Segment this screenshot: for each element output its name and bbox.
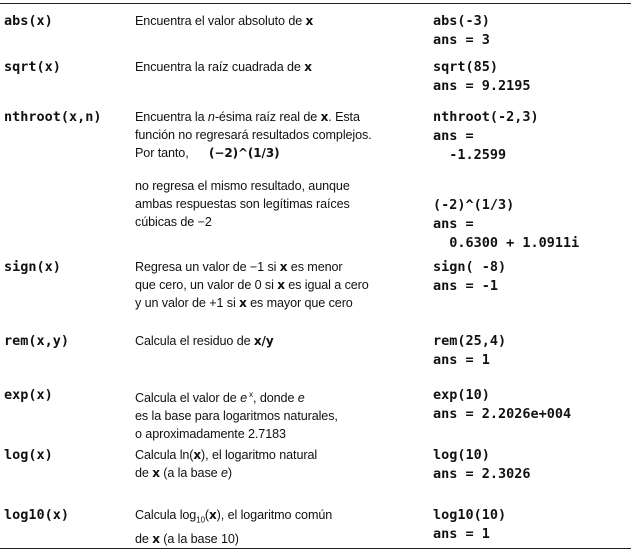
text-segment: es menor [287,260,343,274]
text-segment: Por tanto, [135,146,209,160]
text-segment: -ésima raíz real de [214,110,321,124]
example-line: nthroot(-2,3) [433,109,539,125]
description-line [135,213,425,231]
text-segment: cúbicas de −2 [135,215,212,229]
example-line: -1.2599 [433,147,507,163]
text-segment: Encuentra el valor absoluto de [135,14,306,28]
text-segment: n [207,110,215,124]
text-segment: Encuentra la raíz cuadrada de [135,60,305,74]
example-line: log10(10) [433,507,507,523]
example [433,386,571,424]
text-segment: Encuentra la [135,110,208,124]
text-segment: (−2)^(1/3) [209,146,280,160]
example-line: ans = [433,128,474,144]
example [433,332,506,370]
description-line [135,12,425,30]
text-segment: x [279,260,288,274]
text-segment: es mayor que cero [246,296,353,310]
function-description [135,258,425,312]
example [433,108,579,253]
example-line: sqrt(85) [433,59,499,75]
example-line: ans = 9.2195 [433,78,531,94]
function-description [135,446,425,482]
text-segment: no regresa el mismo resultado, aunque [135,179,350,193]
description-line [135,530,425,548]
text-segment: ), el logaritmo común [216,508,333,522]
example [433,58,531,96]
example-line: ans = 1 [433,352,490,368]
function-name: rem(x,y) [4,333,70,349]
text-segment: , donde [253,391,298,406]
description-line [135,258,425,276]
text-segment: Calcula log [135,508,197,522]
text-segment: x [320,110,329,124]
text-segment: x [209,508,217,522]
text-segment: ( [204,508,210,522]
description-line [135,108,425,126]
function-description [135,506,425,548]
function-name: log(x) [4,447,53,463]
text-segment: x [152,531,160,546]
text-segment: x [239,296,247,310]
function-name: exp(x) [4,387,53,403]
example [433,258,506,296]
example-line: log(10) [433,447,490,463]
function-description [135,108,425,231]
text-segment: que cero, un valor de 0 si [135,278,278,292]
text-segment: y un valor de +1 si [135,296,240,310]
description-line [135,506,425,530]
example-line: ans = [433,216,474,232]
function-description [135,12,425,30]
text-segment: (a la base [159,466,221,480]
text-segment: x [152,466,160,480]
function-name: log10(x) [4,507,70,523]
description-line [135,144,425,162]
text-segment: x [247,390,254,399]
example-line: ans = 2.3026 [433,466,531,482]
example-line: (-2)^(1/3) [433,197,515,213]
example-line: ans = 1 [433,526,490,542]
function-description [135,58,425,76]
example [433,12,490,50]
function-name: abs(x) [4,13,53,29]
text-segment: . Esta [328,110,360,124]
text-segment: 10 [196,515,205,525]
text-segment: de [135,466,153,480]
description-line [135,195,425,213]
text-segment: Calcula el valor de [135,391,241,406]
description-line [135,425,425,443]
example-line: abs(-3) [433,13,490,29]
text-segment: función no regresará resultados complejos. [135,128,372,142]
example-line: ans = 2.2026e+004 [433,406,572,422]
text-segment: o aproximadamente 2.7183 [135,427,286,442]
description-line [135,407,425,425]
text-segment: ambas respuestas son legítimas raíces [135,197,350,211]
function-description [135,332,425,350]
description-line [135,126,425,144]
text-segment: x/y [253,334,274,348]
example-line: rem(25,4) [433,333,507,349]
example [433,506,506,544]
description-line [135,332,425,350]
description-line [135,177,425,195]
example-line: 0.6300 + 1.0911i [433,235,580,251]
bottom-rule [0,548,631,549]
text-segment: x [277,278,285,292]
function-name: nthroot(x,n) [4,109,102,125]
description-line [135,446,425,464]
text-segment: x [193,448,202,462]
function-name: sign(x) [4,259,61,275]
description-line [135,58,425,76]
text-segment: e [297,391,305,406]
description-line [135,386,425,407]
text-segment: x [305,14,314,28]
text-segment: ) [227,466,232,480]
text-segment: (a la base 10) [159,531,239,546]
example-line: ans = -1 [433,278,499,294]
text-segment: es igual a cero [284,278,369,292]
description-line [135,464,425,482]
text-segment: Calcula ln( [135,448,194,462]
description-line [135,276,425,294]
description-line [135,294,425,312]
text-segment: x [304,60,312,74]
example [433,446,531,484]
example-line: exp(10) [433,387,490,403]
text-segment: Calcula el residuo de [135,334,254,348]
example-line: ans = 3 [433,32,490,48]
function-description [135,386,425,443]
example-line: sign( -8) [433,259,507,275]
text-segment: e [220,466,228,480]
text-segment: Regresa un valor de −1 si [135,260,280,274]
top-rule [0,3,631,4]
text-segment: es la base para logaritmos naturales, [135,409,338,424]
function-name: sqrt(x) [4,59,61,75]
text-segment: e [240,391,248,406]
text-segment: ), el logaritmo natural [201,448,318,462]
text-segment: de [135,531,153,546]
